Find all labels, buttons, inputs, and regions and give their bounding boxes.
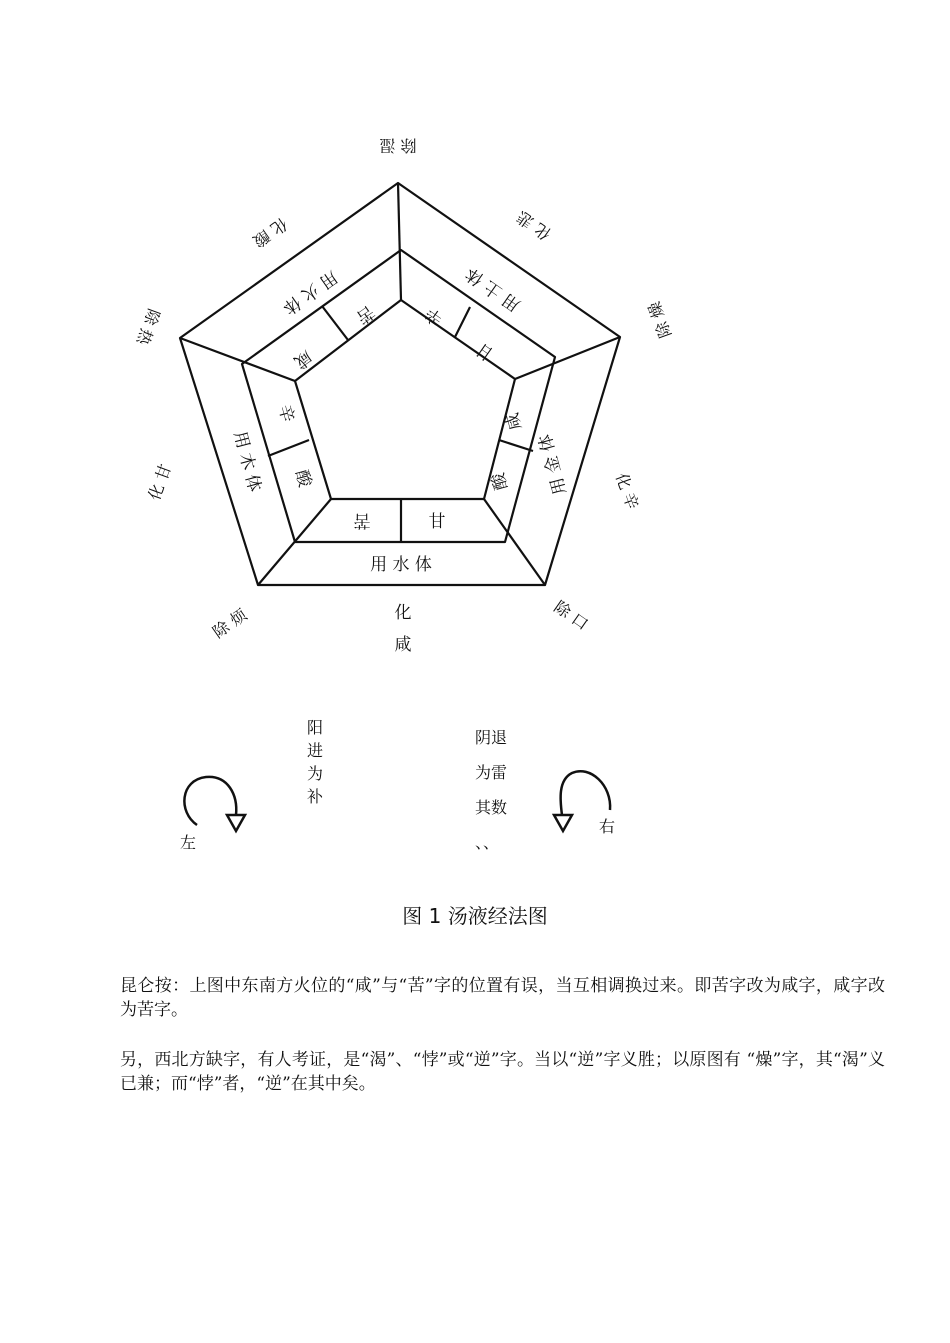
spoke-top (398, 183, 401, 300)
right-outer-label: 化 辛 (611, 470, 643, 512)
inner-pentagon (295, 300, 515, 499)
upper-right-inner-1: 辛 (421, 303, 447, 330)
annotation-paragraph-2: 另，西北方缺字，有人考证，是“渴”、“悖”或“逆”字。当以“逆”字义胜；以原图有 “燥”字，其“渴”义已兼；而“悖”者，“逆”在其中矣。 (120, 1050, 885, 1094)
left-inner-2: 酸 (290, 467, 315, 490)
upper-right-outer-label: 化 悲 (513, 207, 555, 244)
figure-caption: 图 1 汤液经法图 (402, 904, 548, 928)
left-outer-label: 化 甘 (144, 461, 176, 503)
right-inner-2: 酸 (488, 470, 513, 493)
yin-retreat-text (475, 726, 515, 866)
bottom-body-label: 用 水 体 (370, 555, 432, 575)
annotation-paragraph-1: 昆仑按：上图中东南方火位的“咸”与“苦”字的位置有误，当互相调换过来。即苦字改为咸字，咸字改为苦字。 (120, 976, 885, 1020)
yin-line-4: 、、 (475, 833, 500, 852)
right-body-label: 用 金 体 (535, 431, 571, 497)
divider-upper-left (322, 306, 348, 340)
yin-line-1: 阴退 (475, 728, 508, 747)
spoke-left (180, 338, 295, 381)
lower-left-vertex-label: 除 烦 (209, 605, 251, 642)
spoke-right (515, 337, 620, 379)
yang-advance-text: 阳进为补 (306, 718, 323, 806)
upper-left-body-label: 用 火 体 (278, 266, 341, 319)
right-inner-1: 咸 (502, 410, 527, 433)
left-direction-label: 左 (179, 833, 197, 852)
bottom-outer-label-2: 咸 (394, 635, 412, 655)
upper-left-inner-2: 咸 (290, 346, 316, 373)
upper-right-inner-2: 甘 (472, 338, 498, 365)
divider-left (268, 440, 309, 456)
yin-line-3: 其数 (475, 798, 508, 817)
left-arrowhead-icon (227, 815, 245, 831)
left-vertex-label: 除 热 (132, 306, 164, 348)
right-rotation-arrow (561, 771, 611, 815)
upper-right-body-label: 用 土 体 (462, 263, 525, 316)
right-arrowhead-icon (554, 815, 572, 831)
left-inner-1: 辛 (273, 402, 298, 425)
bottom-inner-2: 甘 (428, 512, 446, 532)
yin-line-2: 为雷 (475, 763, 508, 782)
lower-right-vertex-label: 除 口 (550, 597, 592, 634)
top-vertex-label: 除 湿 (379, 136, 417, 155)
upper-left-inner-1: 苦 (352, 301, 378, 328)
bottom-outer-label-1: 化 (394, 603, 412, 623)
divider-upper-right (455, 307, 470, 337)
right-direction-label: 右 (598, 817, 616, 836)
right-vertex-label: 除 燥 (644, 299, 676, 341)
left-body-label: 用 木 体 (229, 429, 265, 495)
divider-right (499, 440, 533, 451)
bottom-inner-1: 苦 (353, 510, 371, 530)
upper-left-outer-label: 化 酸 (249, 214, 291, 251)
